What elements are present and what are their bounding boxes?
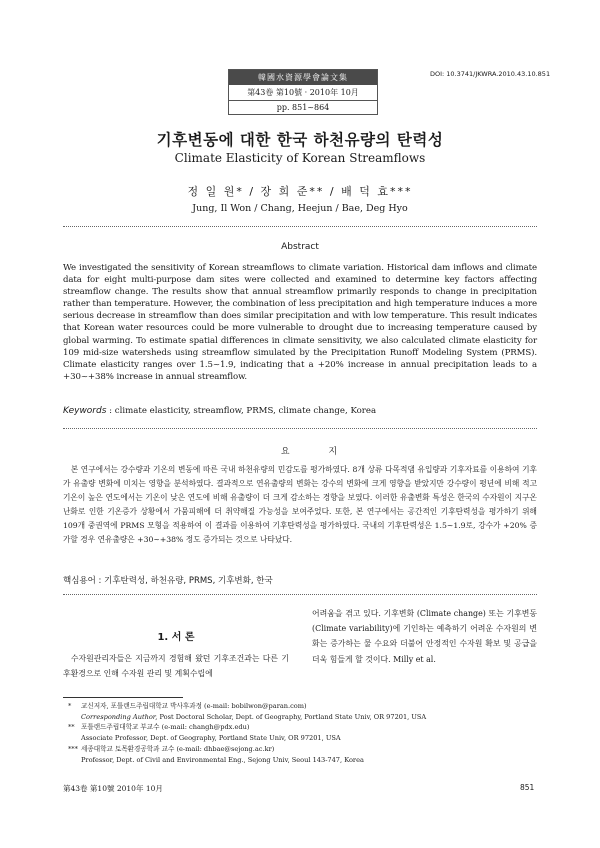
keywords [63, 406, 537, 416]
footnote-1: * 교신저자, 포틀랜드주립대학교 박사후과정 (e-mail: bobilwon@paran.com) Corresponding Author, Post Doctoral Scholar, Dept. of Geography, Portland State Univ, OR 97201, USA [68, 702, 427, 721]
yoji-heading: 요 지 [280, 447, 356, 457]
yoji-text: 본 연구에서는 강수량과 기온의 변동에 따른 국내 하천유량의 민감도를 평가하였다. 8개 상류 다목적댐 유입량과 기후자료를 이용하여 기후가 유출량 변화에 미치는 영향을 분석하였다. 결과적으로 연유출량의 변화는 강수의 변화에 크게 영향을 받았지만 강수량이 평년에 비해 적고 기온이 높은 연도에서는 기온이 낮은 연도에 비해 유출량이 더 크게 감소하는 경향을 보였다. 이러한 유출변화 특성은 한국의 수자원이 지구온난화로 인한 기온증가 상황에서 가뭄피해에 더 취약해질 가능성을 보여주었다. 또한, 본 연구에서는 공간적인 기후탄력성을 평가하기 위해 109개 중권역에 PRMS 모형을 적용하여 이 결과를 이용하여 기후탄력성을 평가하였다. 국내의 기후탄력성은 1.5~1.9로, 강수가 +20% 증가할 경우 연유출량은 +30~+38% 정도 증가되는 것으로 나타났다. [63, 465, 537, 545]
keywords-text: : climate elasticity, streamflow, PRMS, climate change, Korea [109, 406, 377, 416]
journal-volume: 第43卷 第10號 · 2010年 10月 [229, 85, 377, 101]
footnote-2: ** 포틀랜드주립대학교 부교수 (e-mail: changh@pdx.edu) Associate Professor, Dept. of Geography, Portland State Univ, OR 97201, USA [68, 723, 341, 743]
journal-name: 韓國水資源學會論文集 [229, 70, 377, 85]
abstract-text: We investigated the sensitivity of Korean streamflows to climate variation. Historical dam inflows and climate data for eight multi-purpose dam sites were collected and examined to determine key factors affecting streamflow change. The results show that annual streamflow primarily responds to change in precipitation rather than temperature. However, the combination of less precipitation and high temperature induces a more serious decrease in streamflow than does similar precipitation and with low temperature. This result indicates that Korean water resources could be more vulnerable to drought due to increasing temperature caused by global warming. To estimate spatial differences in climate sensitivity, we also calculated climate elasticity for 109 mid-size watersheds using streamflow simulated by the Precipitation Runoff Modeling System (PRMS). Climate elasticity ranges over 1.5~1.9, indicating that a +20% increase in annual precipitation leads to a +30~+38% increase in annual streamflow. [63, 263, 537, 382]
keywords-label: Keywords [63, 406, 107, 416]
footnotes [68, 701, 538, 765]
body-left-column: 수자원관리자들은 지금까지 경험해 왔던 기후조건과는 다른 기후환경으로 인해 수자원 관리 및 계획수립에 [63, 654, 289, 679]
title-english: Climate Elasticity of Korean Streamflows [174, 151, 426, 165]
title-korean: 기후변동에 대한 한국 하천유량의 탄력성 [156, 131, 444, 149]
journal-info-box [228, 69, 378, 115]
footnote-rule [63, 697, 183, 698]
keywords-korean: 핵심용어 : 기후탄력성, 하천유량, PRMS, 기후변화, 한국 [63, 576, 273, 586]
body-right-column: 어려움을 겪고 있다. 기후변화 (Climate change) 또는 기후변동 (Climate variability)에 기인하는 예측하기 어려운 수자원의 변화는 증가하는 물 수요와 더불어 안정적인 수자원 확보 및 공급을 더욱 힘들게 할 것이다. Milly et al. [312, 609, 537, 664]
divider [63, 428, 537, 429]
section-heading: 1. 서 론 [157, 632, 195, 643]
authors-english: Jung, Il Won / Chang, Heejun / Bae, Deg Hyo [192, 203, 408, 214]
footer-volume: 第43卷 第10號 2010年 10月 [63, 784, 163, 793]
authors-korean: 정 일 원* / 장 희 준** / 배 덕 효*** [187, 185, 413, 198]
divider [63, 226, 537, 227]
journal-pages: pp. 851~864 [276, 103, 330, 112]
page-number: 851 [520, 783, 535, 792]
divider [63, 594, 537, 595]
footnote-3: *** 세종대학교 토목환경공학과 교수 (e-mail: dhbae@sejong.ac.kr) Professor, Dept. of Civil and Environmental Eng., Sejong Univ, Seoul 143-747, Korea [68, 744, 364, 764]
doi: DOI: 10.3741/JKWRA.2010.43.10.851 [430, 70, 551, 78]
abstract-heading: Abstract [281, 242, 319, 252]
